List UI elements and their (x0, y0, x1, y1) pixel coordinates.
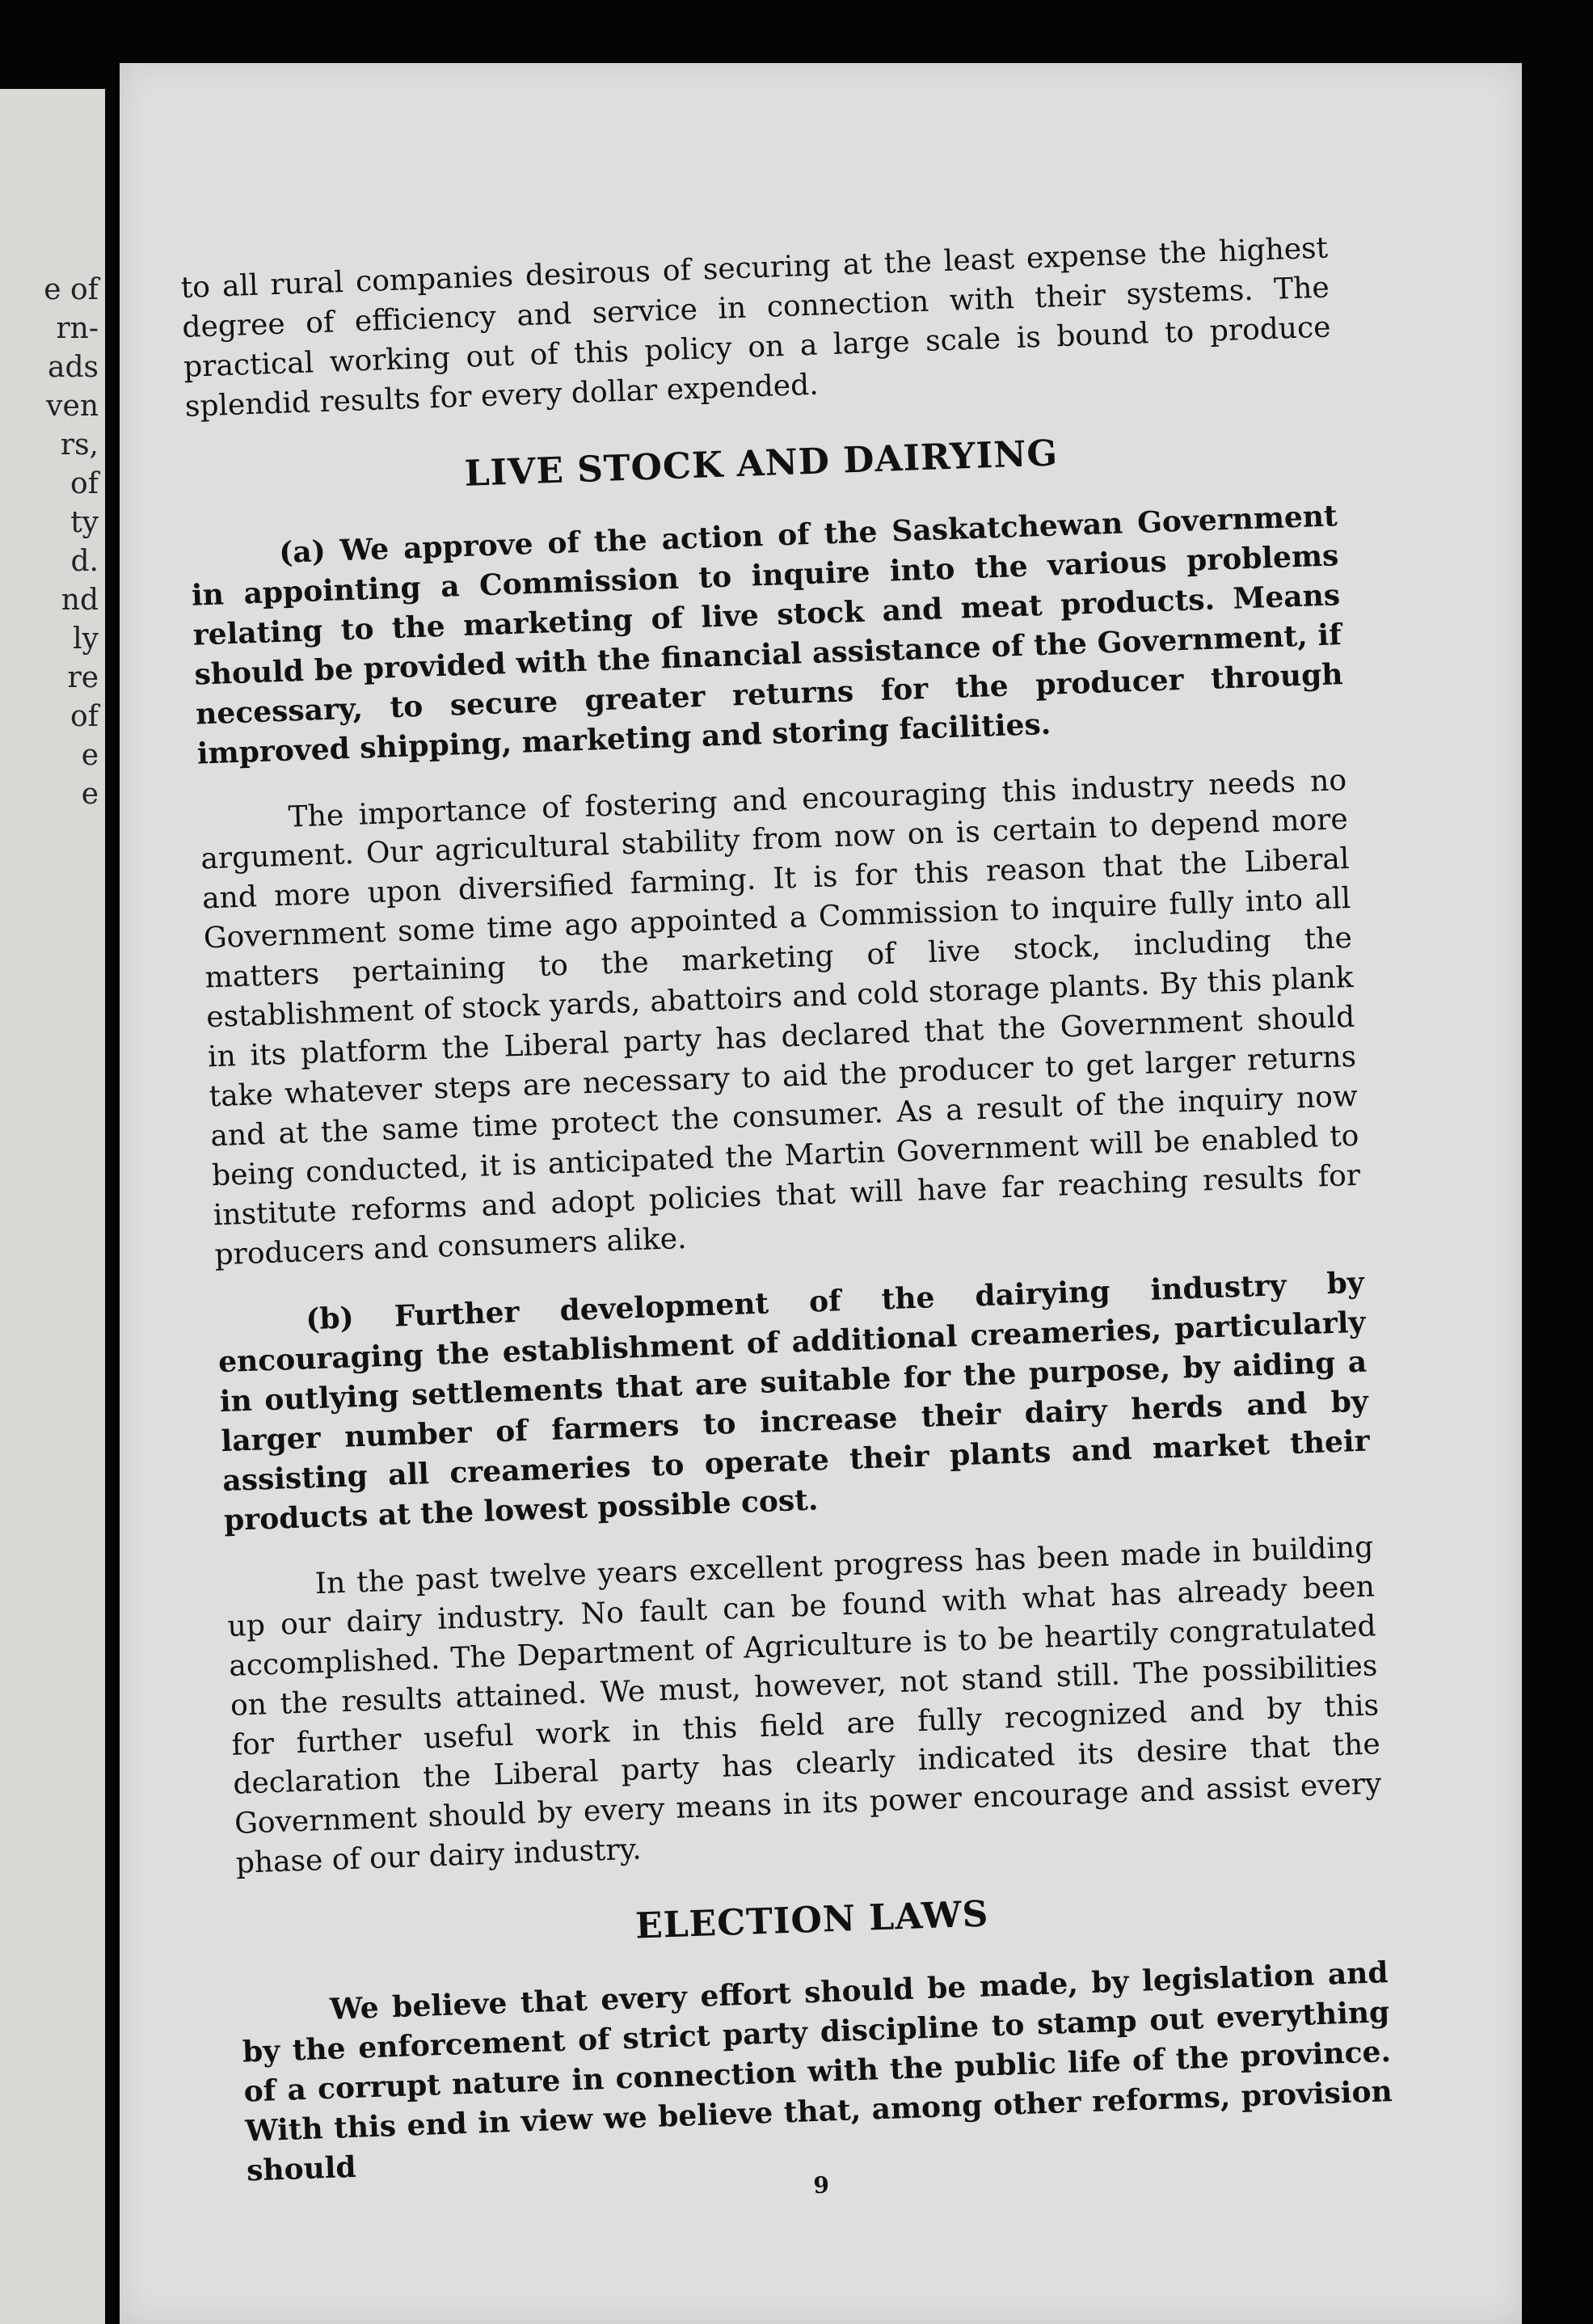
prev-page-fragment: of (70, 467, 99, 500)
prev-page-fragment: of (70, 700, 99, 733)
prev-page-fragment: rs, (60, 428, 99, 462)
prev-page-fragment: rn- (56, 312, 99, 345)
page-content (180, 229, 1395, 2220)
previous-page-edge (0, 89, 105, 2324)
prev-page-fragment: e (81, 778, 99, 811)
page-number: 9 (812, 2171, 830, 2200)
prev-page-fragment: ly (73, 622, 99, 656)
prev-page-fragment: ads (48, 351, 99, 384)
prev-page-fragment: ty (70, 506, 99, 539)
prev-page-fragment: ven (46, 390, 99, 423)
prev-page-fragment: e (81, 739, 99, 772)
section-heading-livestock: LIVE STOCK AND DAIRYING (463, 432, 1059, 495)
section-heading-election: ELECTION LAWS (634, 1893, 990, 1947)
prev-page-fragment: nd (61, 584, 99, 617)
livestock-plank-a: (a) We approve of the action of the Saskatchewan Government in appointing a Commission to inquire into the various problems relating to the marketing of live stock and meat products. Means should be provided with the financial assistance of the Government, if necessary, to secure greater returns for the producer through improved shipping, marketing and storing facilities. (191, 499, 1344, 771)
livestock-commentary: The importance of fostering and encouraging this industry needs no argument. Our agricultural stability from now on is certain to depend more and more upon diversified farming. It is for this reason that the Liberal Government some time ago appointed a Commission to inquire fully into all matters pertaining to the marketing of live stock, including the establishment of stock yards, abattoirs and cold storage plants. By this plank in its platform the Liberal party has declared that the Government should take whatever steps are necessary to aid the producer to get larger returns and at the same time protect the consumer. As a result of the inquiry now being conducted, it is anticipated the Martin Government will be enabled to institute reforms and adopt policies that will have far reaching results for producers and consumers alike. (200, 763, 1361, 1272)
prev-page-fragment: re (67, 661, 99, 694)
prev-page-fragment: d. (70, 545, 99, 578)
prev-page-fragment: e of (44, 273, 99, 306)
election-laws-paragraph: We believe that every effort should be made, by legislation and by the enforcement of strict party discipline to stamp out everything of a corrupt nature in connection with the public life of the province. With this end in view we believe that, among other reforms, provision should (242, 1955, 1393, 2188)
dairying-plank-b: (b) Further development of the dairying industry by encouraging the establishment of additional creameries, particularly in outlying settlements that are suitable for the purpose, by aiding a larger number of farmers to increase their dairy herds and by assisting all creameries to operate their plants and market their products at the lowest possible cost. (217, 1265, 1371, 1537)
opening-paragraph: to all rural companies desirous of securing at the least expense the highest degree of efficiency and service in connection with their systems. The practical working out of this policy on a large scale is bound to produce splendid results for every dollar expended. (180, 231, 1332, 424)
dairying-commentary: In the past twelve years excellent progress has been made in building up our dairy industry. No fault can be found with what has already been accomplished. The Department of Agriculture is to be heartily congratulated on the results attained. We must, however, not stand still. The possibilities for further useful work in this field are fully recognized and by this declaration the Liberal party has clearly indicated its desire that the Government should by every means in its power encourage and assist every phase of our dairy industry. (226, 1530, 1383, 1881)
document-page (120, 63, 1522, 2324)
